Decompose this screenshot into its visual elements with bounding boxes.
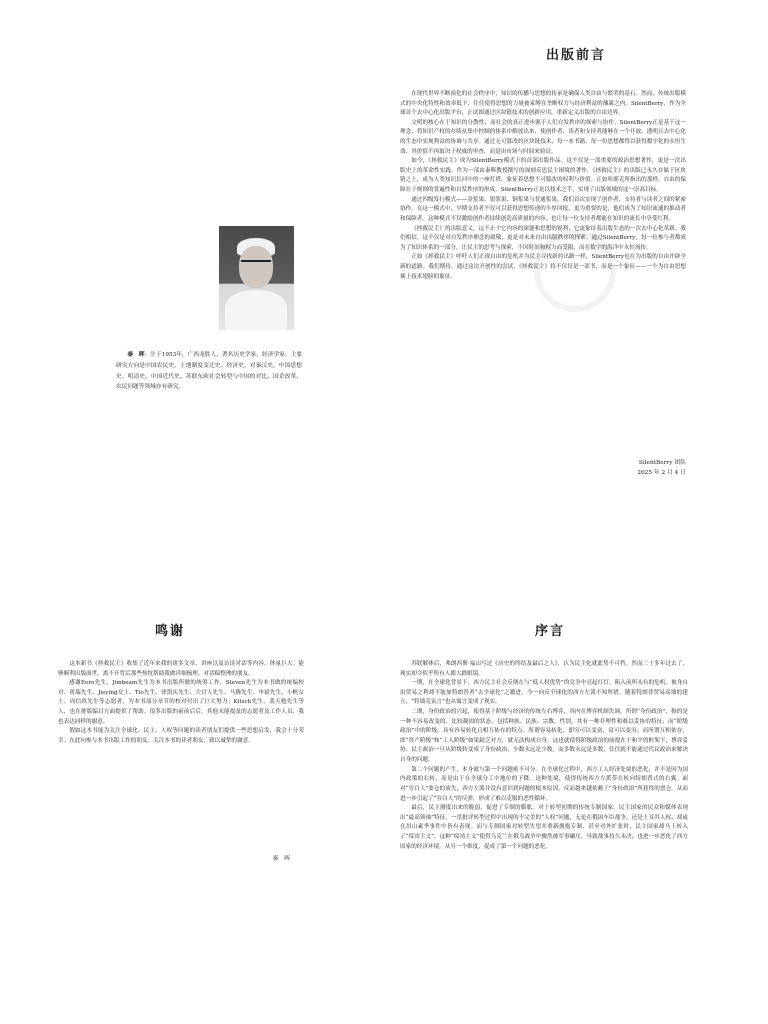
preface-title: 出版前言: [545, 48, 606, 63]
thanks-signature: 秦 晖: [272, 856, 290, 862]
preface-paragraph: 在现代世界不断演化的社会秩序中，知识的传播与思想的传承是确保人类自由与繁荣的基石。然而，传统出版模式的中央化特性和效率低下，往往使得思想的力量被束缚在垄断权力与经济利益的藩篱之内。SilentBerry，作为全球首个去中心化出版平台，正试图通过区块链技术的创新应用，重新定义出版的自由边界。: [400, 91, 686, 117]
preface-paragraph: 正如《拯救民主》呼吁人们正视自由的危机并为民主寻找新的出路一样，SilentBerry也在为出版的自由开辟全新的道路。我们期待，通过这次开创性的尝试，《拯救民主》将不仅仅是一部书，而是一个象征——一个为自由思想插上技术翅膀的象征。: [400, 254, 686, 280]
thanks-body: [58, 660, 304, 746]
preface-paragraph: 《拯救民主》的出版意义，远不止于它内容的深邃和思想的锐利；它更象征着出版生态的一次去中心化革新。我们相信，这不仅是对自发秩序理念的致敬，更是对未来自由出版秩序的探索。通过SilentBerry，每一位参与者都成为了知识体系的一部分，让民主的思考与探索，不因时间和权力而受限，而在数字的海洋中永恒流传。: [400, 225, 686, 251]
author-name: 秦 晖: [127, 352, 145, 358]
intro-title: 序言: [534, 624, 565, 639]
author-bio-text: ：生于1953年，广西龙胜人，著名历史学家、经济学家。主要研究方向是中国农民史、土地制度变迁史、经济史，对秦汉史、中国思想史、明清史、中国近代史、苏联东欧社会转型与中国的对比、国企改革、农民问题等领域亦有研究。: [116, 352, 302, 391]
intro-paragraph: 苏联解体后，弗朗西斯·福山写过《历史的终结及最后之人》，认为民主化就此势不可挡。然而三十多年过去了，现实却令似乎所有人都大跌眼镜。: [400, 661, 688, 677]
thanks-paragraph: 假如这本书能为关注全球化、民主、人权等问题的读者朋友们提供一些思想启发，我会十分荣幸。在此向参与本书出版工作的朋友、关注本书的读者朋友，致以诚挚的谢意。: [58, 728, 304, 744]
foreword-page: [384, 512, 768, 1024]
thanks-title: 鸣谢: [154, 624, 185, 639]
author-page: [0, 0, 384, 512]
intro-paragraph: 一期，在全球化背景下，西方民主社会反倒在与“低人权优势”的竞争中亮起红灯，陷入前所未有的危机。被身自由贸易之利却不能加特朗普者“去全球化”之激进，今一向反全球化的西方左派不知所措。随着特朗普贸易高墙的建立，“将墙竞寅言”也从寓言变成了现实。: [400, 680, 688, 706]
preface-paragraph: 如今，《拯救民主》成为SilentBerry模式下的首部出版作品。这不仅是一部重要的政治思想著作，更是一次出版史上的革命性实践。作为一部由秦晖教授撰写的深刻反思民主困境的著作，《拯救民主》的出版已永久存储于区块链之上，成为人类知识长河中的一座灯塔，象征着思想不可篡改的权利与价值。正如哈耶克所指出的那样，自由的保障在于规则的普遍性和自发秩序的形成，SilentBerry正是以技术之手，实现了出版领域的这一崇高目标。: [400, 158, 686, 194]
preface-body: [400, 90, 686, 282]
preface-signature-date: 2025 年 2 月 4 日: [637, 470, 686, 477]
publisher-preface-page: [384, 0, 768, 512]
preface-signature: [544, 458, 686, 479]
intro-paragraph: 二期，身份政治的兴起，使得基于阶级与经济的传统左右博弈，其内在博弈机制失调。所谓“身份政治”，指的是一种不容易改变的、比较凝固的状态，包括种族、民族、宗教、性别，其有一种非理性和难以妥协的特征；而“阶级政治”中的阶级，具有容易转化且相互依存的特点。所谓容易转化，即穷可以变富，富可以变穷；而所谓互相依存，即“资产阶级”和“工人阶级”如果缺乏对方，就无法构成自身。这也就使得阶级政治的前提在于和平的框架下，博弈妥协。民主政治一旦从阶级转变成了身份政治，少数永远是少数，而多数永远是多数，往往就不能通过代议政治来解决自身的问题。: [400, 709, 688, 764]
intro-body: [400, 660, 688, 852]
intro-paragraph: 第二个问题的产生，本身就与第一个问题密不可分。在全球化过程中，西方工人经济处境的恶化，并不是因为国内政策的右转，而是由于在全球分工中地位的下降。这种处境，使得传统西方左派带在转向特朗普式的右翼。面对“穷白人”要仓的流失，西方左派并没有意识到问题的根本原因，反而越来越依赖于“身份政治”所获得的票仓，从而进一步引起了“穷白人”的反弹，形成了难以克服的恶性循环。: [400, 766, 688, 802]
preface-signature-org: SilentBerry 团队: [638, 460, 686, 466]
thanks-paragraph: 这本新书《拯救民主》收集了近年来我的诸多文章、讲座以及访谈对话等内容，体量巨大。能够顺利出版面世，离不开背后那些热忱帮助我做详细梳理、对话稿整理的朋友。: [58, 661, 304, 677]
intro-paragraph: 最后，民主测度出来的脆弱，促进了专制的膨胀。对于转型初期的传统专制国家，民主国家的民众和媒体表现出“最高领袖”特征，一贯批评转型过程中出现的不完美的“人权”问题，无论在俄国车臣战争，还是土耳其人权、却或在昂山素季事件中皆有表现。而与专制国家对转型失望并重新拥抱专制，甚至对外扩张时，民主国家却马上转入了“绥靖主义”。这种“绥靖主义”使得乌克兰在俄乌战争中骤然被军事碾压，导致战事持久未决，也进一步恶化了西方国家的经济环境。从另一个维度，促成了第一个问题的恶化。: [400, 805, 688, 850]
preface-paragraph: 通过四级发行模式——金浆果、银浆果、铜浆果与普通浆果，我们首次实现了创作者、支持者与读者之间的紧密协作。在这一模式中，早期支持者不仅可以获得思想传递的丰厚回报，更为重要的是，他们成为了知识流通的推动者和保障者。这种模式不仅激励创作者持续创造高质量的内容，也让每一位支持者都能在知识的流长中享受红利。: [400, 196, 686, 222]
acknowledgements-page: [0, 512, 384, 1024]
thanks-paragraph: 感谢Eero先生、Jimbeam先生为本书出版所做的统筹工作，Steven先生为本书做的统编校对、蒋瑞先生、Jieying女士、Tio先生、徐凯庆先生、大宫人先生、马腾先生、申斌先生、小帆女士、周信玖先生等志愿者，为本书部分章节的校对付出了巨大努力；Kitsch先生、裴天勉先生等人，也在排版编目方面提供了帮助。很多出版的前前后后，其他未能提及的志愿者及工作人员，我也表达同样的谢意。: [58, 680, 304, 725]
preface-paragraph: 文明的核心在于知识的分散性，而社会的真正进步源于人们自发秩序的探索与协作。SilentBerry正是基于这一理念，将知识产权的存续从集中控制的体系中解放出来，使创作者、读者和支持者能够在一个开放、透明且去中心化的生态中实现利益的协调与共享。通过无可篡改的区块链技术，每一本书籍、每一份思想都得以获得数字化的永恒生命，其价值不再取决于权威的审查，而是由市场与时间来验证。: [400, 119, 686, 155]
author-bio: [116, 350, 302, 393]
author-photo: [219, 226, 294, 330]
